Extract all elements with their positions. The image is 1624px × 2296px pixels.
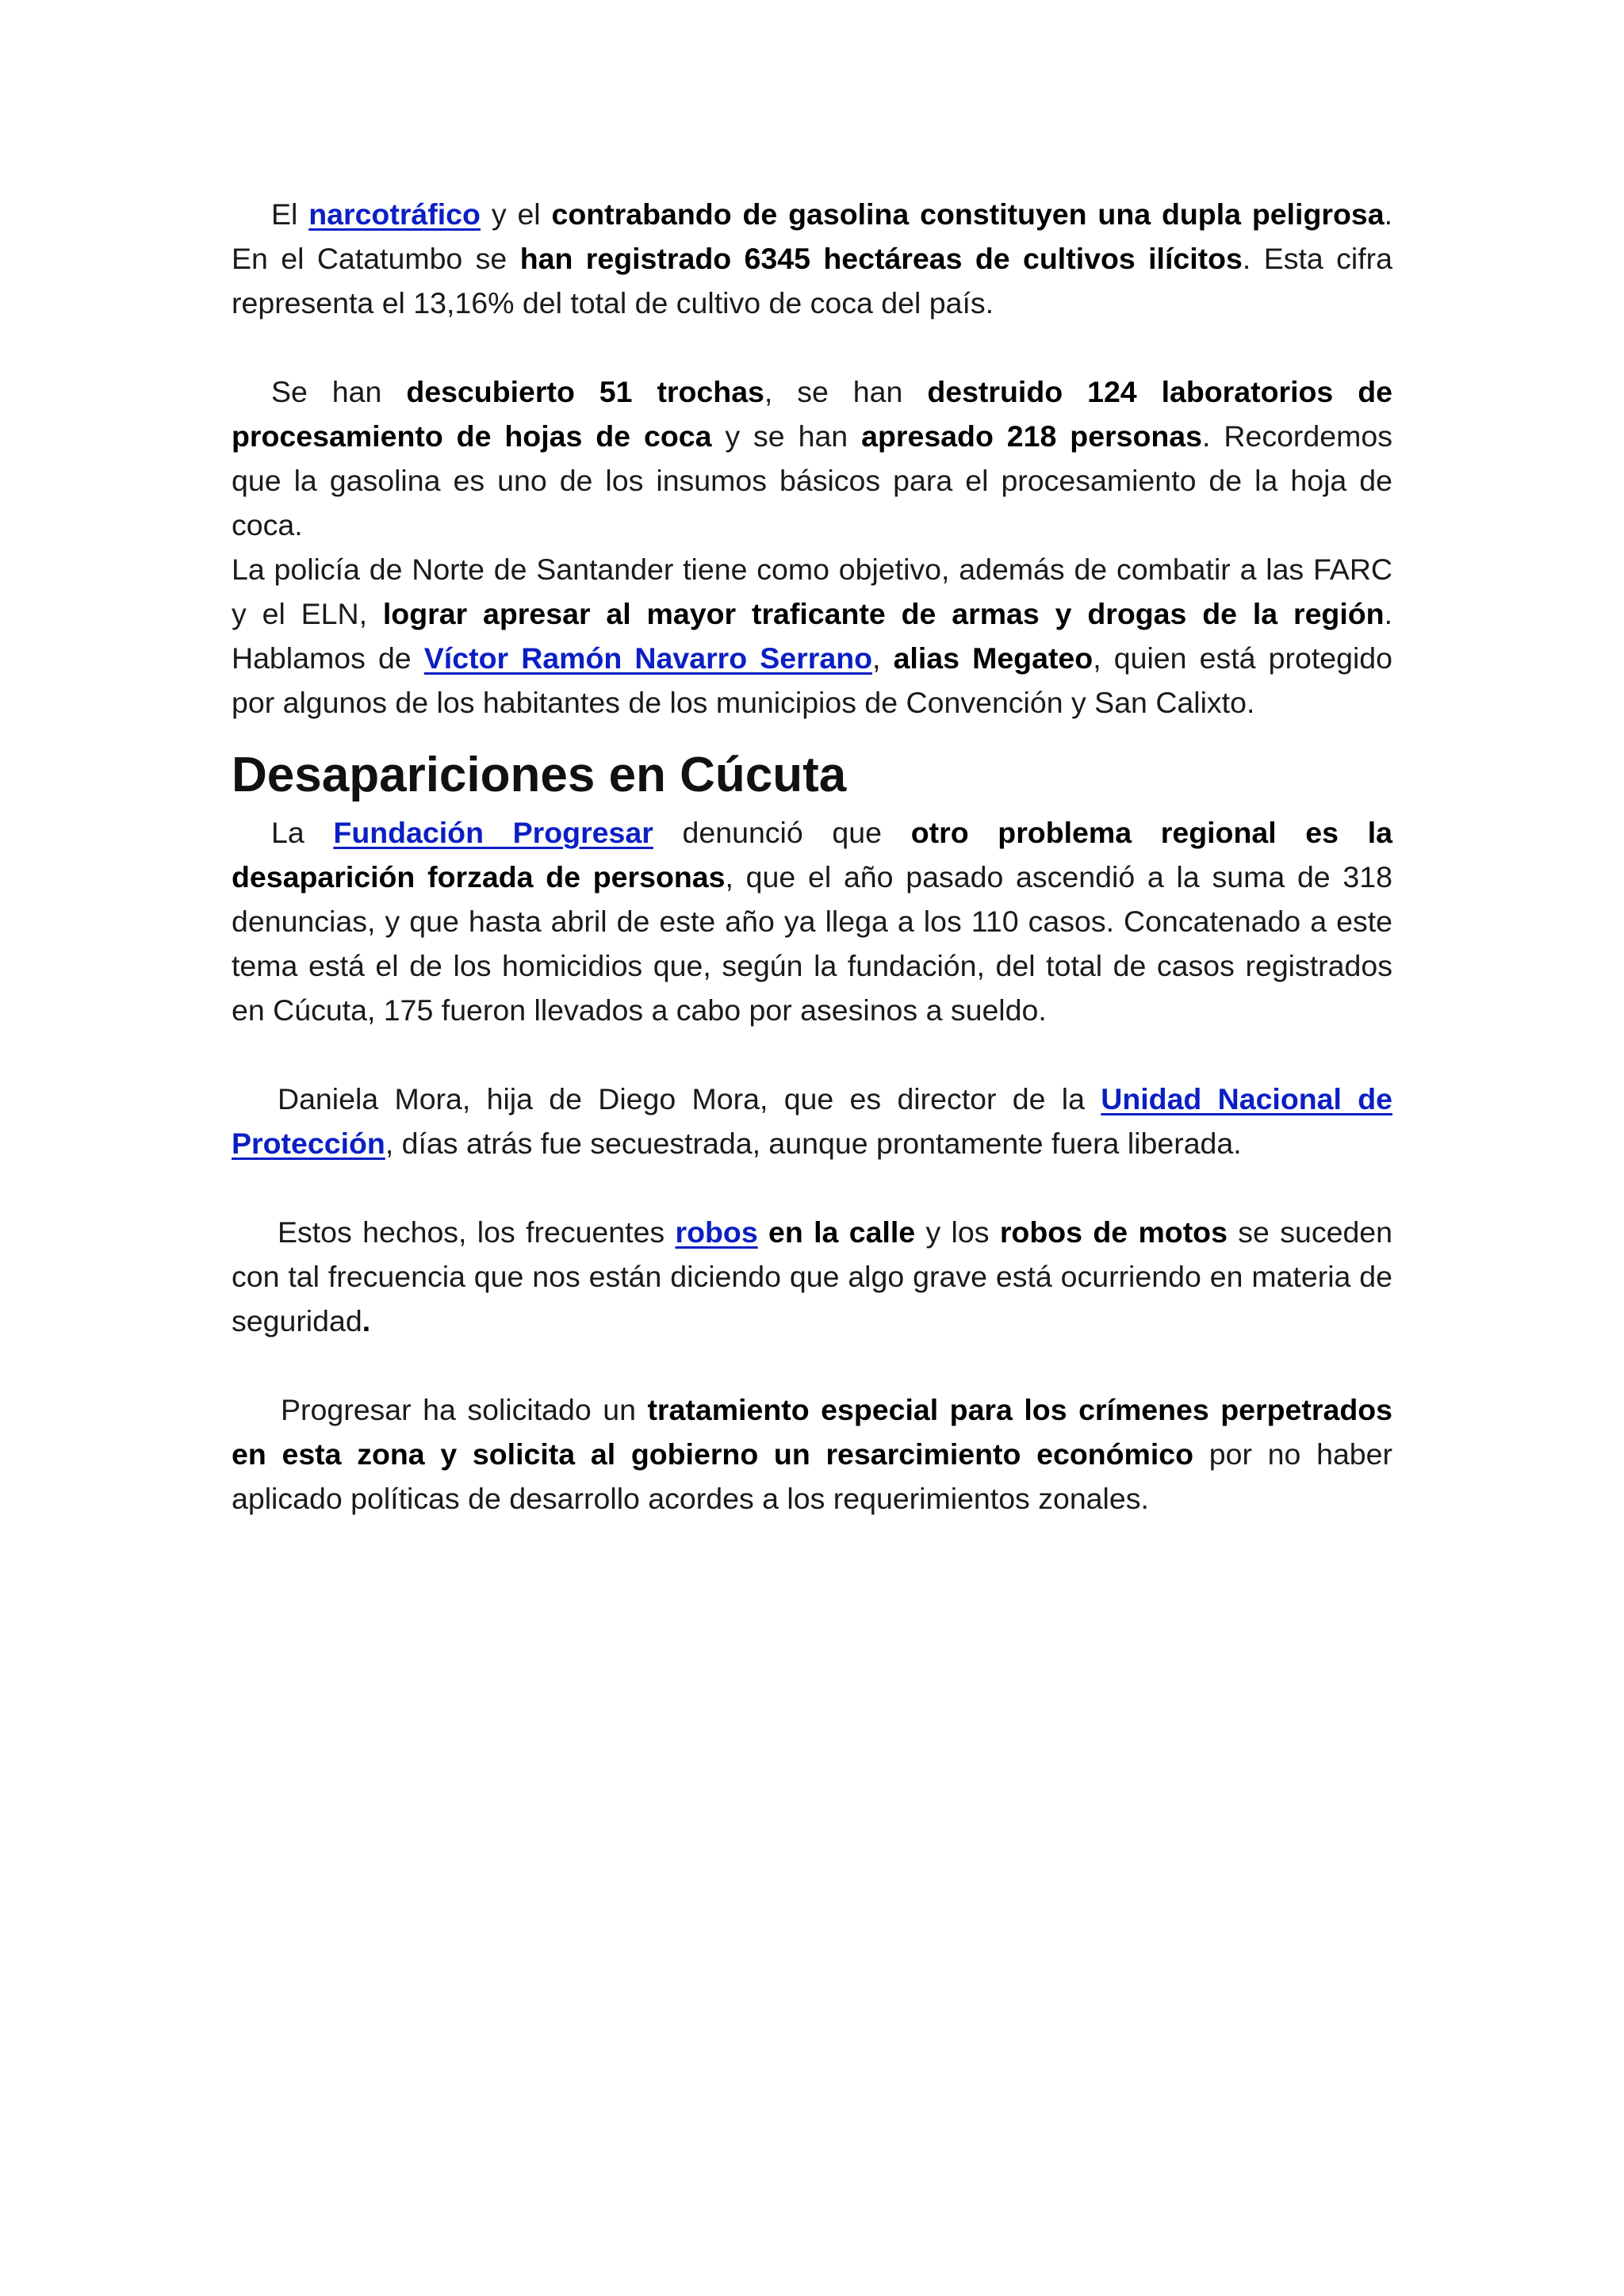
bold-run: robos de motos [999, 1215, 1228, 1249]
paragraph-spacer [232, 1032, 1392, 1077]
text-run: . Esta cifra representa el 13,16% del total de cultivo de coca del país. [232, 242, 1392, 320]
paragraph-daniela-mora [232, 1077, 1392, 1165]
text-run: La [271, 816, 334, 849]
text-run: , que el año pasado ascendió a la suma de 318 denuncias, y que hasta abril de este año ya llega a los 110 casos. Concatenado a este tema está el de los homicidios que, según la fundación, del total de casos registrados en Cúcuta, 175 fueron llevados a cabo por asesinos a sueldo. [232, 860, 1392, 1027]
article-body [232, 192, 1392, 1521]
paragraph-fundacion [232, 810, 1392, 1032]
text-run: El [271, 197, 309, 231]
bold-run: . [362, 1304, 371, 1337]
text-run: , días atrás fue secuestrada, aunque prontamente fuera liberada. [385, 1127, 1242, 1160]
text-run: Se han [271, 375, 407, 408]
bold-run: en la calle [757, 1215, 916, 1249]
text-run: . En el Catatumbo se [232, 197, 1392, 275]
bold-run: contrabando de gasolina constituyen una dupla peligrosa [551, 197, 1385, 231]
section-heading: Desapariciones en Cúcuta [232, 748, 847, 802]
link-narcotrafico[interactable]: narcotráfico [308, 197, 481, 231]
link-victor-ramon-navarro-serrano[interactable]: Víctor Ramón Navarro Serrano [423, 641, 873, 675]
text-run: . Hablamos de [232, 597, 1392, 675]
bold-run: han registrado 6345 hectáreas de cultivos ilícitos [519, 242, 1243, 275]
link-unidad-nacional-de-proteccion[interactable]: Unidad Nacional de Protección [232, 1082, 1392, 1160]
paragraph-trochas [232, 369, 1392, 547]
text-run: y los [915, 1215, 1000, 1249]
link-robos[interactable]: robos [675, 1215, 758, 1249]
paragraph-spacer [232, 1343, 1392, 1387]
paragraph-robos [232, 1210, 1392, 1343]
paragraph-progresar [232, 1387, 1392, 1521]
bold-run: otro problema regional es la desaparición forzada de personas [232, 816, 1392, 894]
bold-run: lograr apresar al mayor traficante de armas y drogas de la región [382, 597, 1385, 630]
bold-run: alias Megateo [893, 641, 1094, 675]
text-run: . Recordemos que la gasolina es uno de los insumos básicos para el procesamiento de la hoja de coca. [232, 419, 1392, 541]
text-run: y el [480, 197, 552, 231]
text-run: Estos hechos, los frecuentes [278, 1215, 676, 1249]
text-run: Progresar ha solicitado un [281, 1393, 648, 1426]
paragraph-policia [232, 547, 1392, 725]
bold-run: apresado 218 personas [861, 419, 1203, 453]
paragraph-spacer [232, 325, 1392, 369]
text-run: , quien está protegido por algunos de los habitantes de los municipios de Convención y San Calixto. [232, 641, 1393, 719]
text-run: , [872, 641, 894, 675]
text-run: Daniela Mora, hija de Diego Mora, que es director de la [278, 1082, 1101, 1115]
bold-run: destruido 124 laboratorios de procesamiento de hojas de coca [232, 375, 1392, 453]
bold-run: descubierto 51 trochas [406, 375, 764, 408]
text-run: , se han [764, 375, 928, 408]
text-run: denunció que [653, 816, 911, 849]
bold-run: tratamiento especial para los crímenes perpetrados en esta zona y solicita al gobierno un resarcimiento económico [232, 1393, 1392, 1471]
paragraph-narcotrafico [232, 192, 1392, 325]
link-fundacion-progresar[interactable]: Fundación Progresar [333, 816, 653, 849]
paragraph-spacer [232, 1165, 1392, 1210]
text-run: por no haber aplicado políticas de desarrollo acordes a los requerimientos zonales. [232, 1437, 1393, 1515]
text-run: se suceden con tal frecuencia que nos están diciendo que algo grave está ocurriendo en materia de seguridad [232, 1215, 1393, 1337]
text-run: La policía de Norte de Santander tiene como objetivo, además de combatir a las FARC y el ELN, [232, 553, 1392, 630]
text-run: y se han [711, 419, 862, 453]
